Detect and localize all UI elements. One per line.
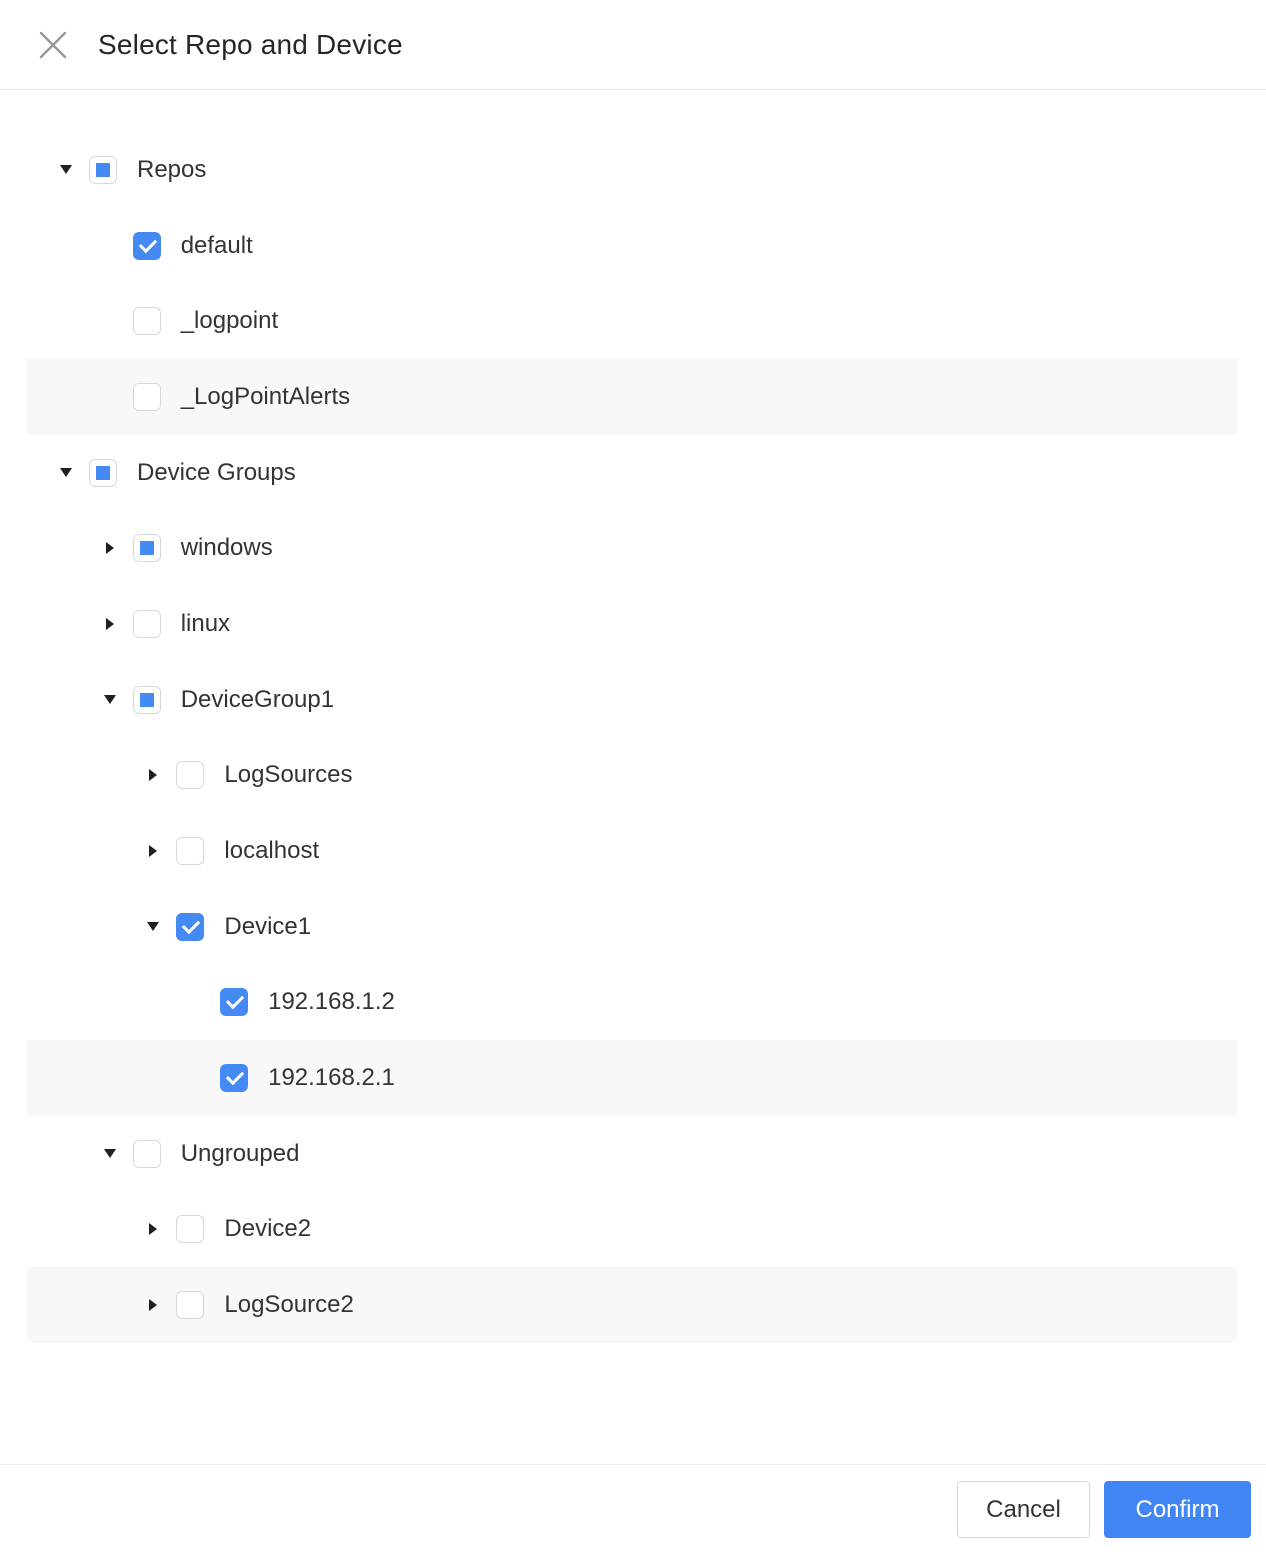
checkbox-checked[interactable] [220,988,248,1016]
tree-row [27,1040,1237,1116]
tree-row [27,510,1237,586]
caret-slot [104,618,133,630]
tree-row [27,208,1237,284]
tree-row [27,965,1237,1041]
close-button[interactable] [38,30,68,60]
caret-slot [147,1299,176,1311]
caret-slot [147,922,176,931]
tree-node-label[interactable]: Device1 [224,912,312,940]
caret-slot [104,542,133,554]
caret-slot [147,1223,176,1235]
checkbox-indeterminate[interactable] [89,156,117,184]
caret-slot [147,769,176,781]
checkbox-indeterminate[interactable] [89,459,117,487]
cancel-button[interactable]: Cancel [957,1481,1090,1538]
caret-right-icon[interactable] [149,769,157,781]
tree-row [27,1267,1237,1343]
tree-row [27,738,1237,814]
checkbox-unchecked[interactable] [176,1291,204,1319]
modal-title: Select Repo and Device [98,28,403,60]
tree-row [27,889,1237,965]
tree-node-label[interactable]: Repos [137,155,207,183]
caret-down-icon[interactable] [147,922,159,931]
checkbox-unchecked[interactable] [133,610,161,638]
tree-node-label[interactable]: _logpoint [180,307,279,335]
tree-row [27,435,1237,511]
caret-right-icon[interactable] [149,1299,157,1311]
tree-row [27,283,1237,359]
tree-row [27,132,1237,208]
checkbox-unchecked[interactable] [133,1140,161,1168]
modal-footer [0,1464,1266,1554]
tree-row [27,1116,1237,1192]
caret-right-icon[interactable] [106,542,114,554]
tree [0,132,1266,1343]
tree-row [27,586,1237,662]
caret-right-icon[interactable] [149,845,157,857]
tree-node-label[interactable]: 192.168.1.2 [268,988,395,1016]
caret-slot [104,1149,133,1158]
tree-node-label[interactable]: Device Groups [137,458,296,486]
caret-right-icon[interactable] [149,1223,157,1235]
tree-node-label[interactable]: _LogPointAlerts [180,382,351,410]
modal-header [0,0,1266,90]
confirm-button[interactable]: Confirm [1104,1481,1251,1538]
caret-slot [147,845,176,857]
content-spacer [0,1343,1266,1464]
tree-node-label[interactable]: 192.168.2.1 [268,1064,395,1092]
tree-node-label[interactable]: LogSource2 [224,1291,354,1319]
caret-down-icon[interactable] [60,165,72,174]
checkbox-unchecked[interactable] [176,761,204,789]
caret-slot [60,165,89,174]
caret-slot [60,468,89,477]
checkbox-checked[interactable] [133,232,161,260]
checkbox-unchecked[interactable] [133,307,161,335]
tree-node-label[interactable]: default [180,231,253,259]
tree-node-label[interactable]: LogSources [224,761,353,789]
caret-slot [104,695,133,704]
tree-row [27,662,1237,738]
tree-row [27,359,1237,435]
tree-row [27,813,1237,889]
caret-right-icon[interactable] [106,618,114,630]
checkbox-unchecked[interactable] [176,837,204,865]
tree-node-label[interactable]: Device2 [224,1215,312,1243]
caret-down-icon[interactable] [104,1149,116,1158]
checkbox-unchecked[interactable] [176,1215,204,1243]
tree-row [27,1192,1237,1268]
checkbox-indeterminate[interactable] [133,534,161,562]
checkbox-unchecked[interactable] [133,383,161,411]
close-icon [38,30,68,60]
tree-node-label[interactable]: Ungrouped [180,1139,300,1167]
caret-down-icon[interactable] [104,695,116,704]
tree-node-label[interactable]: DeviceGroup1 [180,685,335,713]
caret-down-icon[interactable] [60,468,72,477]
checkbox-indeterminate[interactable] [133,686,161,714]
checkbox-checked[interactable] [220,1064,248,1092]
tree-node-label[interactable]: linux [180,609,231,637]
tree-node-label[interactable]: windows [180,534,273,562]
tree-node-label[interactable]: localhost [224,837,320,865]
checkbox-checked[interactable] [176,913,204,941]
